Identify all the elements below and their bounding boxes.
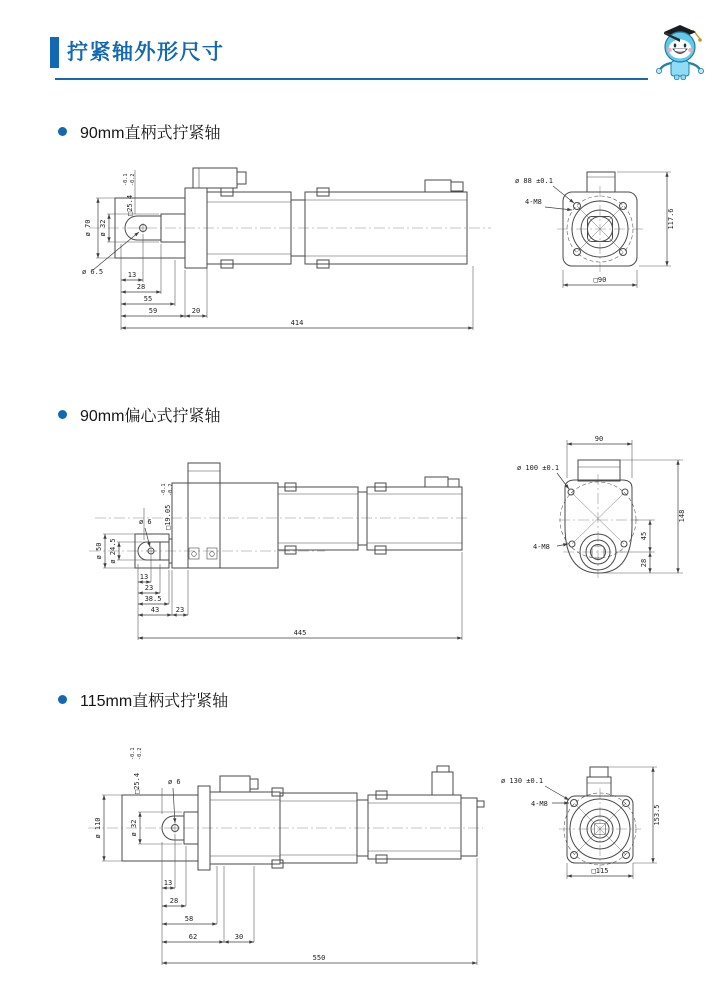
dim-label: ø 32 (99, 219, 107, 237)
svg-text:-0.2: -0.2 (168, 483, 174, 496)
dim-label: 55 (143, 295, 153, 303)
hole-label: ø 6.5 (82, 268, 104, 276)
svg-text:-0.1: -0.1 (161, 483, 167, 496)
dim-label: 148 (678, 509, 686, 523)
dim-label: 28 (136, 283, 146, 291)
dimension-lines (103, 508, 462, 640)
page-title: 拧紧轴外形尺寸 (67, 41, 225, 64)
dim-label: 13 (139, 573, 149, 581)
bolt-spec-label: 4-M8 (531, 800, 548, 808)
square-drive-tolerance (130, 748, 143, 795)
dimension-lines (545, 767, 657, 879)
dim-label: 59 (148, 307, 158, 315)
svg-text:□19.05: □19.05 (164, 504, 172, 530)
dim-label: 20 (191, 307, 201, 315)
section-title-90-straight (58, 122, 220, 140)
end-view-115mm-straight (495, 750, 695, 910)
section-title-115-straight (58, 690, 228, 708)
bolt-spec-label: 4-M8 (533, 543, 550, 551)
axis-outline (115, 168, 467, 268)
dim-label: 13 (127, 271, 137, 279)
dim-label: 90 (594, 435, 604, 443)
dim-label: ø 32 (130, 819, 138, 837)
dimension-lines (557, 440, 683, 573)
svg-text:□25.4: □25.4 (133, 772, 141, 794)
section-label: 115mm直柄式拧紧轴 (80, 692, 229, 710)
dim-label: 28 (640, 558, 648, 568)
hole-label: ø 6 (139, 518, 152, 526)
dim-label: 153.5 (653, 804, 661, 826)
svg-text:-0.2: -0.2 (130, 173, 136, 186)
dim-label: □115 (591, 867, 609, 875)
dim-label: 117.6 (667, 208, 675, 230)
end-view-90mm-eccentric (515, 428, 715, 606)
dim-label: 30 (234, 933, 244, 941)
section-title-90-eccentric (58, 405, 220, 423)
dim-label: 45 (640, 531, 648, 541)
header-underline (55, 78, 648, 80)
side-view-90mm-eccentric (85, 440, 485, 652)
side-view-90mm-straight (81, 160, 496, 334)
dim-label: 58 (184, 915, 194, 923)
dim-label: □90 (593, 276, 607, 284)
section-label: 90mm直柄式拧紧轴 (80, 124, 221, 142)
header-accent-bar (50, 37, 59, 68)
dim-label: 23 (144, 584, 154, 592)
bolt-spec-label: 4-M8 (525, 198, 542, 206)
dim-label: 23 (175, 606, 185, 614)
dim-label: ø 24.5 (109, 538, 117, 564)
dim-label: 445 (293, 629, 307, 637)
dimension-labels (501, 777, 661, 875)
dimension-lines (93, 170, 473, 330)
graduate-mascot-icon (648, 20, 712, 80)
side-view-115mm-straight (78, 728, 485, 970)
flange-outline (565, 460, 632, 573)
dim-label: ø 110 (94, 817, 102, 839)
svg-text:-0.1: -0.1 (130, 747, 136, 760)
axis-outline (135, 463, 462, 568)
end-view-90mm-straight (513, 158, 698, 306)
bullet-icon (58, 695, 67, 704)
section-label: 90mm偏心式拧紧轴 (80, 407, 221, 425)
bolt-circle-label: ø 130 ±0.1 (501, 777, 544, 785)
svg-text:-0.2: -0.2 (137, 747, 143, 760)
svg-text:□25.4: □25.4 (126, 194, 134, 216)
bolt-circle-label: ø 88 ±0.1 (515, 177, 553, 185)
bullet-icon (58, 410, 67, 419)
dim-label: 28 (169, 897, 179, 905)
dimension-labels (517, 435, 686, 567)
dim-label: ø 50 (95, 542, 103, 560)
dim-label: 62 (188, 933, 198, 941)
dimension-labels (515, 177, 675, 284)
dim-label: 38.5 (144, 595, 162, 603)
dim-label: 414 (290, 319, 304, 327)
dim-label: 13 (163, 879, 173, 887)
bolt-circle-label: ø 100 ±0.1 (517, 464, 560, 472)
dim-label: 43 (150, 606, 160, 614)
square-drive-tolerance (123, 174, 136, 217)
hole-label: ø 6 (168, 778, 181, 786)
bullet-icon (58, 127, 67, 136)
dim-label: ø 70 (84, 219, 92, 237)
dim-label: 550 (312, 954, 326, 962)
dimension-lines (102, 788, 477, 965)
dimension-lines (545, 172, 671, 288)
svg-text:-0.1: -0.1 (123, 173, 129, 186)
